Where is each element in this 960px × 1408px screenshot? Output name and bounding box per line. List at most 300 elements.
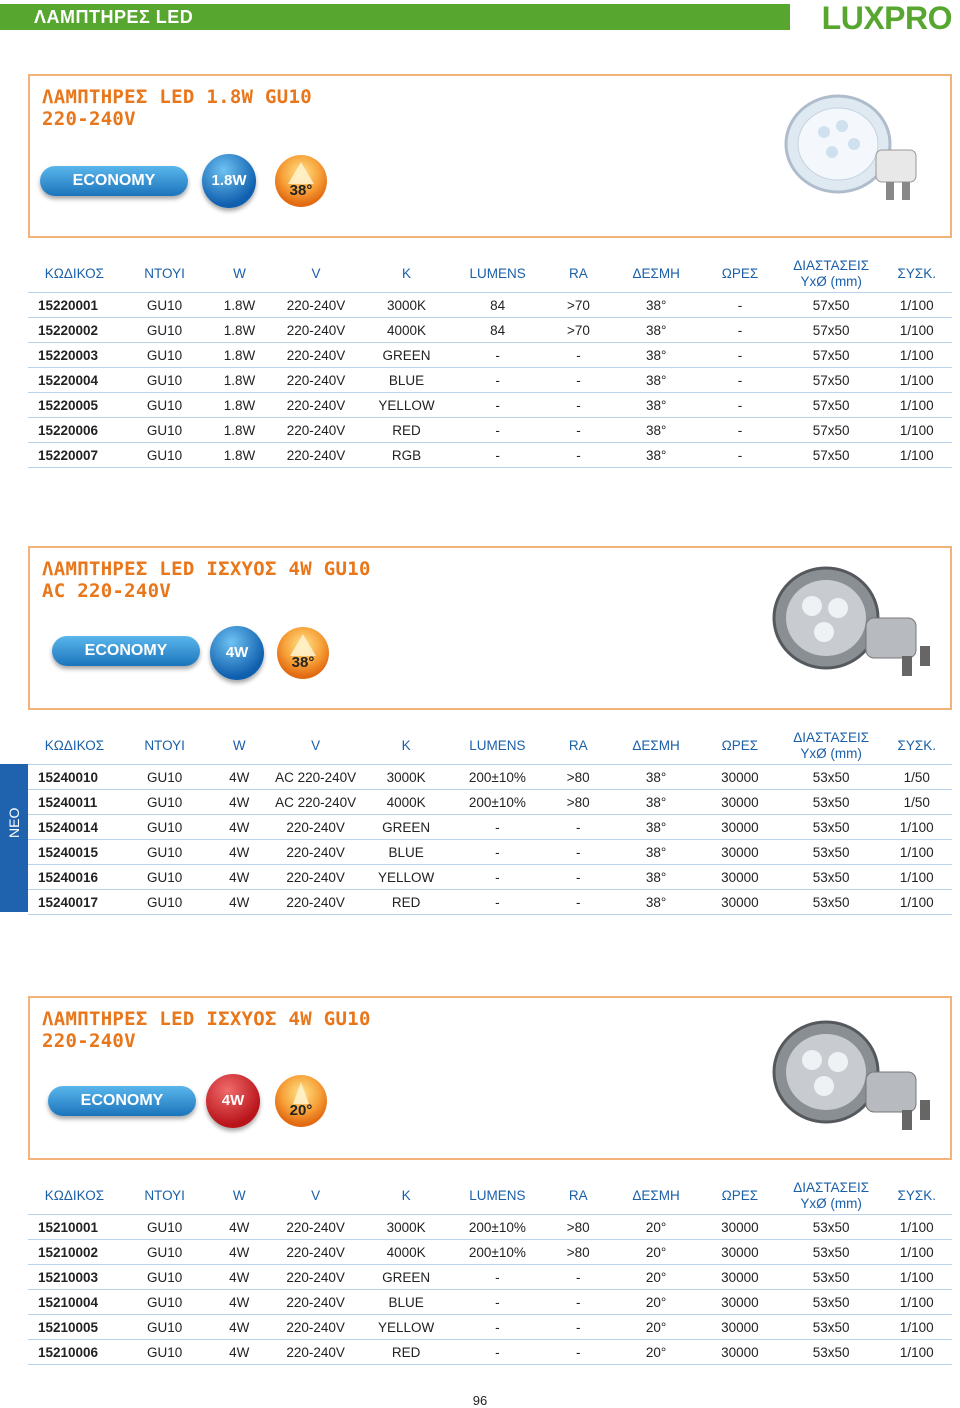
table-cell: - [543,840,613,865]
table-header-row [28,728,952,765]
column-header: W [232,738,246,753]
table-cell: 38° [613,418,699,443]
table-cell: 53x50 [781,840,882,865]
header-title: ΛΑΜΠΤΗΡΕΣ LED [34,7,194,27]
table-cell: 1.8W [208,293,270,318]
brand-logo: LUXPRO [821,0,952,36]
table-cell: 15240014 [28,815,121,840]
table-cell: - [452,418,544,443]
header-bar [0,4,790,30]
table-cell: 15220001 [28,293,121,318]
table-cell: 30000 [699,1265,781,1290]
wattage-badge: 4W [210,626,264,680]
table-cell: 220-240V [270,865,361,890]
table-cell: GU10 [121,1240,209,1265]
column-header: RA [568,1188,588,1203]
table-cell: 1.8W [208,368,270,393]
table-cell: RED [361,1340,451,1365]
table-row [28,840,952,865]
section-1-title [42,86,312,130]
table-cell: 1.8W [208,443,270,468]
table-cell: 53x50 [781,1290,882,1315]
new-badge-label: ΝΕΟ [6,807,22,838]
table-cell: - [699,343,781,368]
table-cell: 4000K [361,1240,451,1265]
beam-angle-badge [274,1074,328,1128]
table-cell: 38° [613,765,699,790]
table-cell: 1/100 [882,1215,952,1240]
table-cell: 30000 [699,765,781,790]
table-cell: 15210003 [28,1265,121,1290]
table-row [28,1315,952,1340]
table-cell: 15240010 [28,765,121,790]
new-badge [0,764,28,912]
beam-angle-badge [274,154,328,208]
table-cell: - [544,443,613,468]
table-cell: 30000 [699,1340,781,1365]
table-cell: 15220005 [28,393,121,418]
table-cell: 1/100 [882,1240,952,1265]
table-cell: >80 [543,765,613,790]
column-header: ΚΩΔΙΚΟΣ [44,266,105,281]
table-cell: 3000K [361,765,451,790]
table-cell: 1/100 [882,815,952,840]
beam-angle-badge [276,626,330,680]
section-1-table [28,256,952,468]
table-cell: 53x50 [781,765,882,790]
table-cell: GU10 [121,865,209,890]
table-cell: 57x50 [781,418,882,443]
table-cell: GREEN [361,343,451,368]
table-cell: RED [361,890,451,915]
table-cell: 84 [452,293,544,318]
table-cell: 4W [208,1265,270,1290]
table-row [28,393,952,418]
table-cell: 53x50 [781,865,882,890]
table-cell: 1/100 [882,890,952,915]
column-header: ΣΥΣΚ. [897,1188,936,1203]
table-cell: 30000 [699,840,781,865]
section-2-table [28,728,952,915]
table-cell: 1/100 [882,1340,952,1365]
table-cell: 4W [208,840,270,865]
table-cell: 4W [208,1315,270,1340]
table-cell: 1.8W [208,343,270,368]
table-cell: >70 [544,293,613,318]
table-cell: YELLOW [361,393,451,418]
section-3-title-line2: 220-240V [42,1030,136,1052]
table-cell: 20° [613,1315,699,1340]
table-cell: 30000 [699,890,781,915]
table-cell: 4W [208,765,270,790]
table-cell: 4000K [361,318,451,343]
table-cell: >70 [544,318,613,343]
table-cell: - [544,418,613,443]
column-header: ΩΡΕΣ [721,738,759,753]
table-cell: 15240017 [28,890,121,915]
table-cell: 38° [613,293,699,318]
table-cell: 1/100 [882,393,952,418]
table-cell: 20° [613,1240,699,1265]
table-cell: - [543,1290,613,1315]
table-cell: 30000 [699,815,781,840]
column-header: RA [568,738,588,753]
table-cell: - [451,1265,543,1290]
section-1-title-line1: ΛΑΜΠΤΗΡΕΣ LED 1.8W GU10 [42,86,312,108]
table-cell: 220-240V [271,343,362,368]
table-cell: GU10 [121,418,209,443]
table-cell: 38° [613,890,699,915]
table-cell: - [543,890,613,915]
beam-angle-label: 38° [289,182,313,199]
table-cell: 220-240V [270,890,361,915]
table-cell: 15210002 [28,1240,121,1265]
section-1 [28,74,952,474]
table-row [28,865,952,890]
table-cell: 53x50 [781,1215,882,1240]
column-header: V [311,1188,321,1203]
column-header: K [401,738,411,753]
table-cell: 38° [613,318,699,343]
table-cell: GREEN [361,815,451,840]
table-cell: 220-240V [270,1215,361,1240]
table-cell: - [451,815,543,840]
table-cell: AC 220-240V [270,765,361,790]
section-2-title-line1: ΛΑΜΠΤΗΡΕΣ LED ΙΣΧΥΟΣ 4W GU10 [42,558,371,580]
table-cell: - [451,1290,543,1315]
section-3-title [42,1008,371,1052]
section-2-title [42,558,371,602]
table-cell: 1/100 [882,368,952,393]
table-cell: 1/100 [882,1315,952,1340]
column-header: ΔΙΑΣΤΑΣΕΙΣ ΥxØ (mm) [793,730,870,761]
beam-angle-icon [274,1074,328,1128]
table-cell: 4000K [361,790,451,815]
table-cell: 220-240V [270,1315,361,1340]
table-cell: 220-240V [270,1340,361,1365]
table-cell: 220-240V [270,840,361,865]
table-cell: GU10 [121,790,209,815]
table-cell: - [699,293,781,318]
table-cell: 30000 [699,1290,781,1315]
column-header: ΚΩΔΙΚΟΣ [44,738,105,753]
column-header: ΩΡΕΣ [721,266,759,281]
table-cell: 38° [613,815,699,840]
table-cell: 1/100 [882,443,952,468]
table-cell: - [699,368,781,393]
column-header: ΩΡΕΣ [721,1188,759,1203]
table-cell: GU10 [121,890,209,915]
table-cell: 1/100 [882,840,952,865]
column-header: ΝΤΟΥΙ [144,266,185,281]
table-cell: GU10 [121,1265,209,1290]
table-cell: 1/100 [882,1265,952,1290]
table-cell: 220-240V [271,393,362,418]
table-cell: GU10 [121,815,209,840]
table-cell: 1.8W [208,393,270,418]
table-cell: 38° [613,840,699,865]
table-cell: - [543,1340,613,1365]
table-row [28,1265,952,1290]
table-cell: 220-240V [271,418,362,443]
table-cell: 200±10% [451,790,543,815]
table-header-row [28,256,952,293]
table-cell: GU10 [121,765,209,790]
table-cell: RGB [361,443,451,468]
table-cell: - [452,393,544,418]
section-3 [28,996,952,1376]
table-cell: 3000K [361,293,451,318]
column-header: RA [569,266,588,281]
table-row [28,1290,952,1315]
table-cell: 15210006 [28,1340,121,1365]
table-cell: GU10 [121,343,209,368]
table-cell: - [452,443,544,468]
section-3-table [28,1178,952,1365]
column-header: K [401,266,411,281]
column-header: ΔΙΑΣΤΑΣΕΙΣ ΥxØ (mm) [793,1180,870,1211]
table-cell: - [699,418,781,443]
table-cell: - [543,1265,613,1290]
section-2-title-line2: AC 220-240V [42,580,172,602]
column-header: ΣΥΣΚ. [897,266,936,281]
table-cell: >80 [543,790,613,815]
table-cell: - [699,318,781,343]
table-cell: - [543,815,613,840]
table-cell: 220-240V [271,318,362,343]
table-cell: - [543,1315,613,1340]
table-row [28,815,952,840]
table-cell: 15210005 [28,1315,121,1340]
table-cell: GU10 [121,368,209,393]
table-cell: 38° [613,393,699,418]
bulb-image [770,1016,940,1151]
table-cell: GU10 [121,1315,209,1340]
table-cell: 20° [613,1340,699,1365]
economy-badge: ECONOMY [52,636,200,666]
table-cell: 15210001 [28,1215,121,1240]
table-cell: 38° [613,443,699,468]
table-cell: - [452,368,544,393]
table-cell: 4W [208,815,270,840]
beam-angle-label: 38° [291,654,315,671]
section-1-title-line2: 220-240V [42,108,136,130]
table-row [28,790,952,815]
column-header: ΣΥΣΚ. [897,738,936,753]
table-cell: 57x50 [781,368,882,393]
beam-angle-label: 20° [289,1102,313,1119]
table-cell: 1/100 [882,343,952,368]
table-row [28,1215,952,1240]
table-cell: 30000 [699,1315,781,1340]
table-cell: 30000 [699,865,781,890]
table-cell: 15210004 [28,1290,121,1315]
table-cell: - [543,865,613,890]
bulb-icon [770,1016,940,1146]
table-cell: 53x50 [781,1240,882,1265]
beam-angle-icon [274,154,328,208]
table-cell: 15240016 [28,865,121,890]
table-cell: 4W [208,1215,270,1240]
column-header: ΔΙΑΣΤΑΣΕΙΣ ΥxØ (mm) [793,258,870,289]
table-cell: 4W [208,865,270,890]
table-header-row [28,1178,952,1215]
table-cell: 53x50 [781,1265,882,1290]
column-header: ΔΕΣΜΗ [632,1188,680,1203]
table-cell: - [699,393,781,418]
table-cell: - [699,443,781,468]
table-cell: 1/100 [882,418,952,443]
table-cell: GU10 [121,318,209,343]
table-cell: 30000 [699,1240,781,1265]
column-header: ΝΤΟΥΙ [144,738,185,753]
table-cell: >80 [543,1240,613,1265]
table-cell: 38° [613,343,699,368]
table-cell: 15240015 [28,840,121,865]
table-cell: GU10 [121,443,209,468]
table-cell: 1/50 [882,790,952,815]
beam-angle-icon [276,626,330,680]
table-row [28,890,952,915]
table-cell: 38° [613,865,699,890]
bulb-icon [770,562,940,692]
column-header: LUMENS [469,266,526,281]
column-header: LUMENS [469,1188,526,1203]
table-cell: GU10 [121,1340,209,1365]
bulb-image [780,86,940,221]
table-cell: 4W [208,1290,270,1315]
table-cell: 1.8W [208,418,270,443]
table-cell: 220-240V [270,1240,361,1265]
table-cell: 1/50 [882,765,952,790]
column-header: ΔΕΣΜΗ [632,266,680,281]
table-cell: GU10 [121,1290,209,1315]
table-cell: RED [361,418,451,443]
bulb-image [770,562,940,697]
table-row [28,343,952,368]
table-cell: 30000 [699,790,781,815]
table-row [28,1340,952,1365]
table-cell: 220-240V [270,815,361,840]
table-cell: 53x50 [781,1340,882,1365]
table-cell: - [544,343,613,368]
table-cell: 220-240V [270,1290,361,1315]
table-cell: 1.8W [208,318,270,343]
table-cell: 20° [613,1265,699,1290]
table-cell: AC 220-240V [270,790,361,815]
table-cell: GU10 [121,1215,209,1240]
table-cell: 38° [613,368,699,393]
column-header: ΚΩΔΙΚΟΣ [44,1188,105,1203]
table-cell: 220-240V [271,443,362,468]
column-header: ΝΤΟΥΙ [144,1188,185,1203]
table-cell: 15220002 [28,318,121,343]
table-cell: 1/100 [882,293,952,318]
table-cell: 4W [208,1240,270,1265]
section-3-title-line1: ΛΑΜΠΤΗΡΕΣ LED ΙΣΧΥΟΣ 4W GU10 [42,1008,371,1030]
table-row [28,418,952,443]
table-cell: 220-240V [271,293,362,318]
column-header: ΔΕΣΜΗ [632,738,680,753]
table-cell: - [451,1340,543,1365]
table-row [28,443,952,468]
table-cell: 1/100 [882,1290,952,1315]
table-cell: 30000 [699,1215,781,1240]
economy-badge: ECONOMY [48,1086,196,1116]
table-cell: BLUE [361,1290,451,1315]
table-cell: >80 [543,1215,613,1240]
table-cell: 57x50 [781,318,882,343]
column-header: W [233,266,246,281]
table-cell: 4W [208,790,270,815]
table-cell: 220-240V [271,368,362,393]
column-header: LUMENS [469,738,526,753]
table-cell: 57x50 [781,293,882,318]
table-cell: 53x50 [781,1315,882,1340]
column-header: K [401,1188,411,1203]
table-cell: - [544,368,613,393]
table-row [28,368,952,393]
table-cell: 84 [452,318,544,343]
table-cell: 1/100 [882,865,952,890]
table-cell: YELLOW [361,865,451,890]
table-cell: 53x50 [781,790,882,815]
economy-badge: ECONOMY [40,166,188,196]
table-cell: 1/100 [882,318,952,343]
column-header: W [232,1188,246,1203]
table-cell: GU10 [121,393,209,418]
table-cell: 15220004 [28,368,121,393]
table-cell: - [451,840,543,865]
table-row [28,293,952,318]
table-cell: - [451,865,543,890]
table-cell: 200±10% [451,1215,543,1240]
table-cell: GU10 [121,840,209,865]
table-cell: 57x50 [781,443,882,468]
table-cell: 200±10% [451,765,543,790]
table-cell: 57x50 [781,393,882,418]
wattage-badge: 1.8W [202,154,256,208]
table-cell: BLUE [361,368,451,393]
table-cell: 220-240V [270,1265,361,1290]
page-number: 96 [472,1393,488,1408]
table-cell: - [452,343,544,368]
table-cell: 4W [208,1340,270,1365]
table-cell: BLUE [361,840,451,865]
table-cell: 15220007 [28,443,121,468]
table-cell: - [451,1315,543,1340]
table-row [28,765,952,790]
table-cell: 53x50 [781,815,882,840]
wattage-badge: 4W [206,1074,260,1128]
table-cell: 20° [613,1290,699,1315]
table-cell: YELLOW [361,1315,451,1340]
table-cell: - [544,393,613,418]
table-cell: 15220003 [28,343,121,368]
column-header: V [311,738,321,753]
section-2 [28,546,952,926]
column-header: V [311,266,321,281]
table-cell: GU10 [121,293,209,318]
table-cell: 15220006 [28,418,121,443]
table-cell: 3000K [361,1215,451,1240]
table-cell: GREEN [361,1265,451,1290]
table-row [28,1240,952,1265]
table-cell: 4W [208,890,270,915]
table-cell: - [451,890,543,915]
table-cell: 57x50 [781,343,882,368]
table-cell: 38° [613,790,699,815]
